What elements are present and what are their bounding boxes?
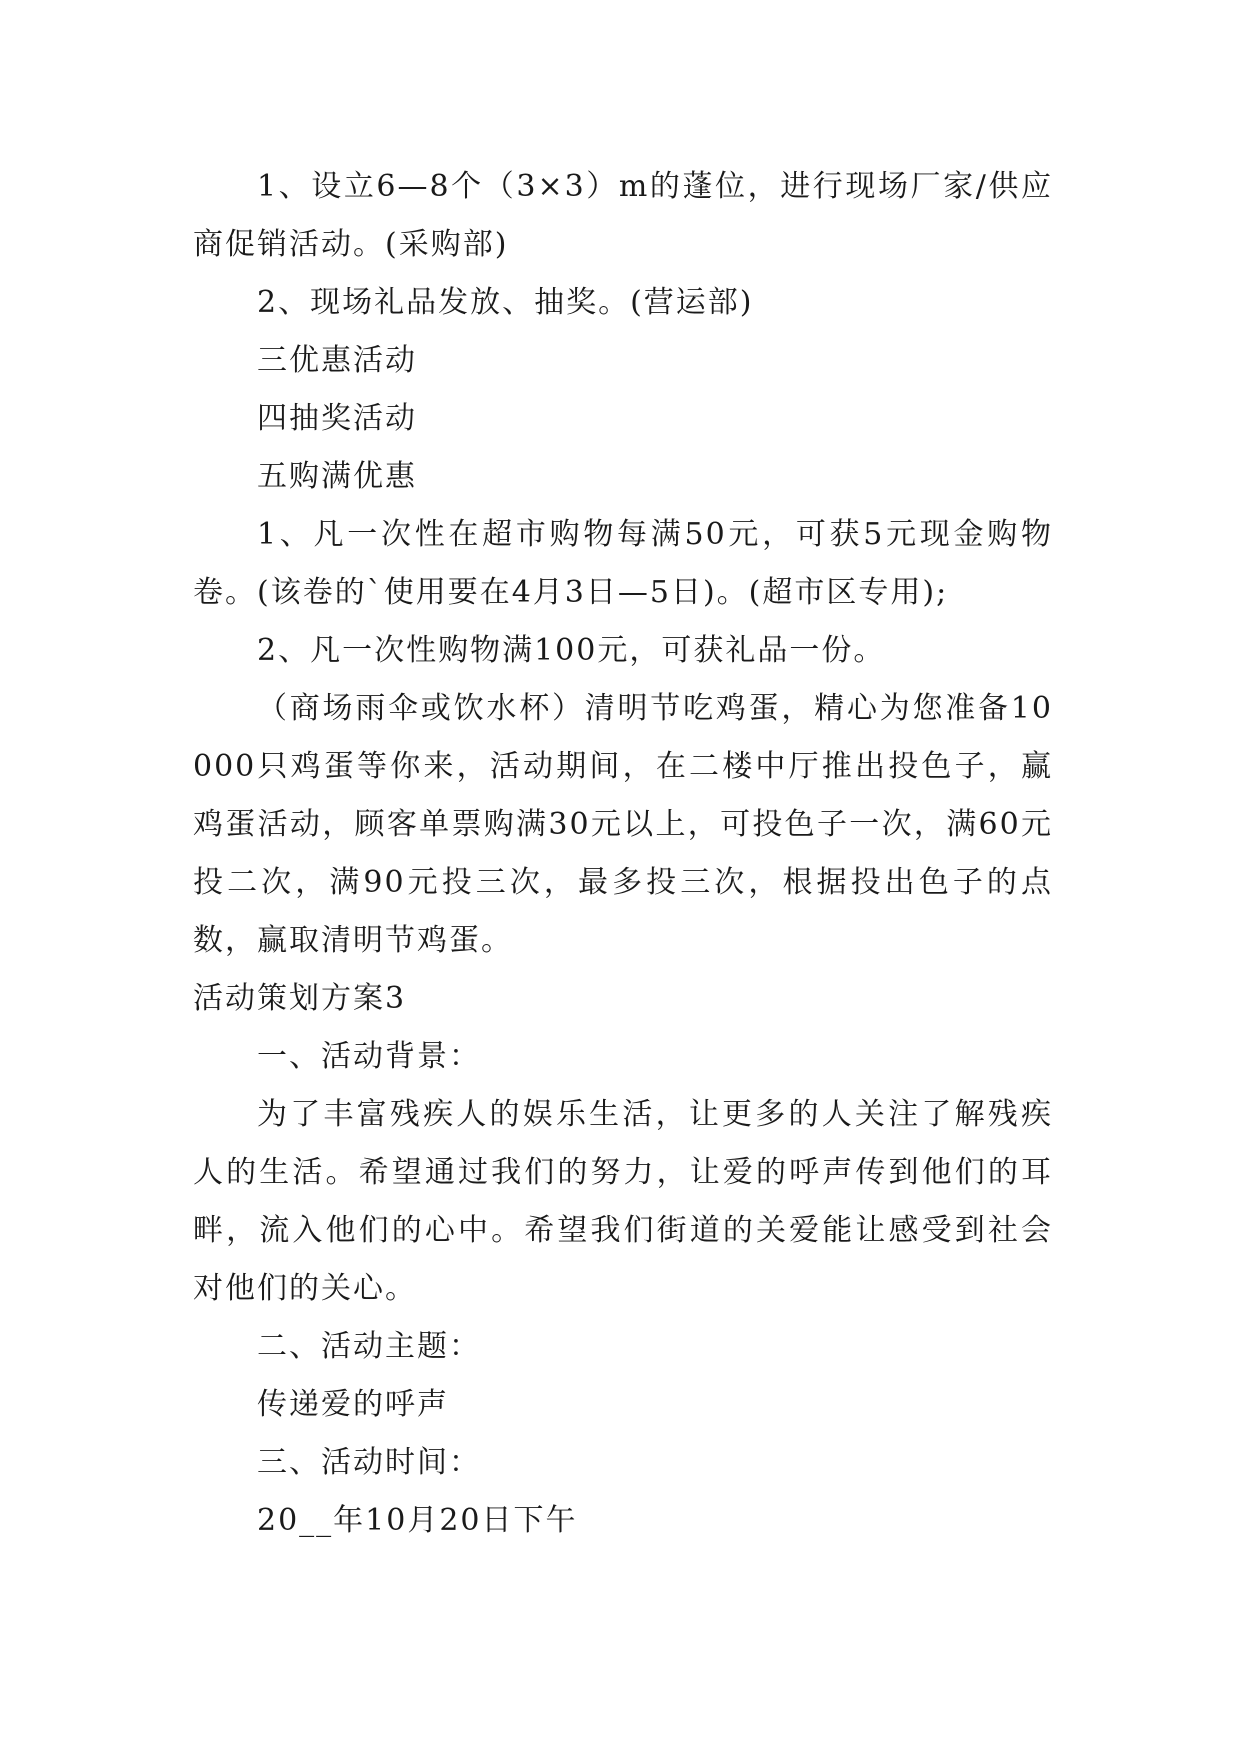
paragraph-theme: 传递爱的呼声	[257, 1387, 449, 1422]
paragraph-purchase-offer: 五购满优惠	[257, 459, 417, 494]
paragraph-cash-voucher: 1、凡一次性在超市购物每满50元，可获5元现金购物卷。(该卷的`使用要在4月3日—5日)。(超市区专用);	[193, 517, 1053, 610]
subheading-time: 三、活动时间：	[257, 1445, 481, 1480]
paragraph-gift-offer: 2、凡一次性购物满100元，可获礼品一份。	[257, 633, 886, 668]
subheading-theme: 二、活动主题：	[257, 1329, 481, 1364]
paragraph-background: 为了丰富残疾人的娱乐生活，让更多的人关注了解残疾人的生活。希望通过我们的努力，让爱的呼声传到他们的耳畔，流入他们的心中。希望我们街道的关爱能让感受到社会对他们的关心。	[193, 1097, 1053, 1306]
section-heading-plan-3: 活动策划方案3	[193, 981, 407, 1016]
subheading-background: 一、活动背景：	[257, 1039, 481, 1074]
paragraph-egg-activity: （商场雨伞或饮水杯）清明节吃鸡蛋，精心为您准备10000只鸡蛋等你来，活动期间，在二楼中厅推出投色子，赢鸡蛋活动，顾客单票购满30元以上，可投色子一次，满60元投二次，满90元投三次，最多投三次，根据投出色子的点数，赢取清明节鸡蛋。	[193, 691, 1053, 958]
paragraph-gift-lottery: 2、现场礼品发放、抽奖。(营运部)	[257, 285, 754, 320]
paragraph-booth-promotion: 1、设立6—8个（3×3）m的蓬位，进行现场厂家/供应商促销活动。(采购部)	[193, 169, 1053, 262]
paragraph-lottery-activity: 四抽奖活动	[257, 401, 417, 436]
document-body	[193, 158, 1053, 1550]
paragraph-time: 20__年10月20日下午	[257, 1503, 578, 1538]
paragraph-discount-activity: 三优惠活动	[257, 343, 417, 378]
